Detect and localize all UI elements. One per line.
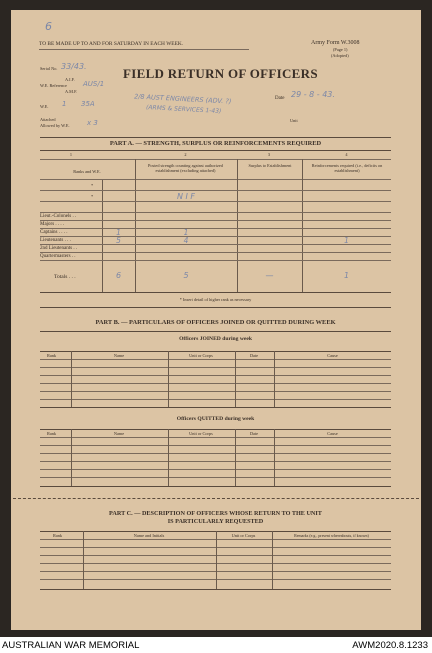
divider [40,252,391,253]
we-label: W.E. [40,104,49,109]
rank-cell: * [91,183,94,188]
col-date: Date [249,353,259,358]
footnote: * Insert detail of higher rank as necessary [179,297,252,302]
totals-label: Totals . . . [54,274,76,280]
form-number: Army Form W.3008 [311,40,360,46]
divider [40,383,391,384]
rank-cell: Lieutenants . . . [40,238,71,243]
rank-cell: Majors . . . . [40,222,65,227]
col-rank: Rank [53,533,63,538]
divider [40,367,391,368]
divider [40,445,391,446]
divider [272,531,273,589]
divider [40,150,391,151]
divider [40,212,391,213]
divider [168,351,169,407]
col-unit: Unit or Corps [189,431,213,436]
serial-label: Serial No. [40,66,58,71]
top-instruction: TO BE MADE UP TO AND FOR SATURDAY IN EACH WEEK. [39,41,184,47]
posted-cell: 1 [183,228,189,237]
footer-accession-number: AWM2020.8.1233 [352,640,428,651]
form-page [11,10,421,630]
part-b-title: PART B. — PARTICULARS OF OFFICERS JOINED OR QUITTED DURING WEEK [95,319,336,326]
posted-cell: N I F [176,192,196,201]
col-rank: Rank [47,353,57,358]
divider [40,391,391,392]
divider [40,159,391,160]
divider [40,461,391,462]
divider [83,531,84,589]
part-a-title: PART A. — STRENGTH, SURPLUS OR REINFORCEMENTS REQUIRED [109,140,322,147]
col-cause: Cause [327,431,338,436]
col-unit: Unit or Corps [189,353,213,358]
reinf-cell: 1 [344,236,349,245]
col-cause: Cause [327,353,338,358]
divider [40,429,391,430]
divider [39,49,249,50]
col-name: Name [113,431,125,436]
divider [168,429,169,486]
col-remarks: Remarks (e.g., present whereabouts, if known) [294,533,369,538]
divider [40,307,391,308]
quitted-title: Officers QUITTED during week [176,416,255,422]
footer-institution: AUSTRALIAN WAR MEMORIAL [2,640,140,651]
rank-cell: 2nd Lieutenants . . [40,246,78,251]
we-value-1: 1 [62,100,67,108]
form-title: FIELD RETURN OF OFFICERS [123,66,318,81]
divider [40,201,391,202]
divider [216,531,217,589]
we-ref-label: W.E. Reference [40,83,67,88]
posted-cell: 4 [183,236,189,245]
divider [235,351,236,407]
serial-value: 33/43. [61,62,87,71]
divider [235,429,236,486]
divider [40,453,391,454]
amf-label: A.M.F. [65,89,78,94]
rank-cell: Lieut.-Colonels . . [40,214,77,219]
divider [274,351,275,407]
totals-posted: 5 [183,271,189,280]
rank-cell: Captains . . . . [40,230,68,235]
col-header-surplus: Surplus to Establishment [248,163,292,168]
col-number: 2 [184,152,187,157]
divider [40,260,391,261]
aif-label: A.I.F. [65,77,75,82]
divider [40,437,391,438]
col-unit: Unit or Corps [231,533,256,538]
divider [71,351,72,407]
col-header-ranks: Ranks and W.E. [73,169,101,174]
divider [40,179,391,180]
divider [40,589,391,590]
totals-surplus: — [265,271,274,280]
divider [40,399,391,400]
allowed-label: Allowed by W.E. [40,123,70,128]
part-c-title-line1: PART C. — DESCRIPTION OF OFFICERS WHOSE RETURN TO THE UNIT [109,510,322,517]
date-label: Date [275,96,285,101]
col-header-reinforcements: Reinforcements required (i.e., deficits on establishment) [311,163,383,173]
rank-cell: Quartermasters . . [40,254,76,259]
col-number: 1 [69,152,73,157]
date-value: 29 - 8 - 43. [291,90,335,99]
divider [274,429,275,486]
divider [40,220,391,221]
divider [40,375,391,376]
joined-title: Officers JOINED during week [179,336,252,342]
divider [40,351,391,352]
unit-value: 2/8 AUST ENGINEERS (ADV. ?) [133,92,232,106]
col-name: Name [113,353,125,358]
we-cell: 1 [116,228,121,237]
we-cell: 5 [116,236,121,245]
divider [40,477,391,478]
divider [40,486,391,487]
col-header-posted: Posted strength counting against authorized establishment (excluding attached) [148,163,223,173]
we-value-2: 35A [81,100,95,108]
divider [40,137,391,138]
divider [40,407,391,408]
corner-mark: 6 [45,20,52,33]
we-ref-value: AUS/1 [83,80,105,88]
part-c-title-line2: IS PARTICULARLY REQUESTED [167,518,264,525]
perforation-line [13,498,419,499]
divider [40,359,391,360]
totals-reinf: 1 [343,271,350,280]
unit-value-2: (ARMS & SERVICES 1-43) [145,104,222,115]
form-adopted: (Adopted) [331,53,349,58]
form-page: (Page 1) [333,47,348,52]
col-date: Date [249,431,259,436]
divider [71,429,72,486]
rank-cell: * [91,194,94,199]
divider [40,331,391,332]
unit-label: Unit [290,118,298,123]
attached-label: Attached [40,117,56,122]
col-number: 3 [267,152,271,157]
divider [40,190,391,191]
allowed-value: x 3 [87,119,98,127]
col-rank: Rank [47,431,57,436]
divider [40,469,391,470]
col-number: 4 [345,152,348,157]
totals-we: 6 [115,271,122,280]
divider [40,292,391,293]
col-name-initials: Name and Initials [133,533,165,538]
